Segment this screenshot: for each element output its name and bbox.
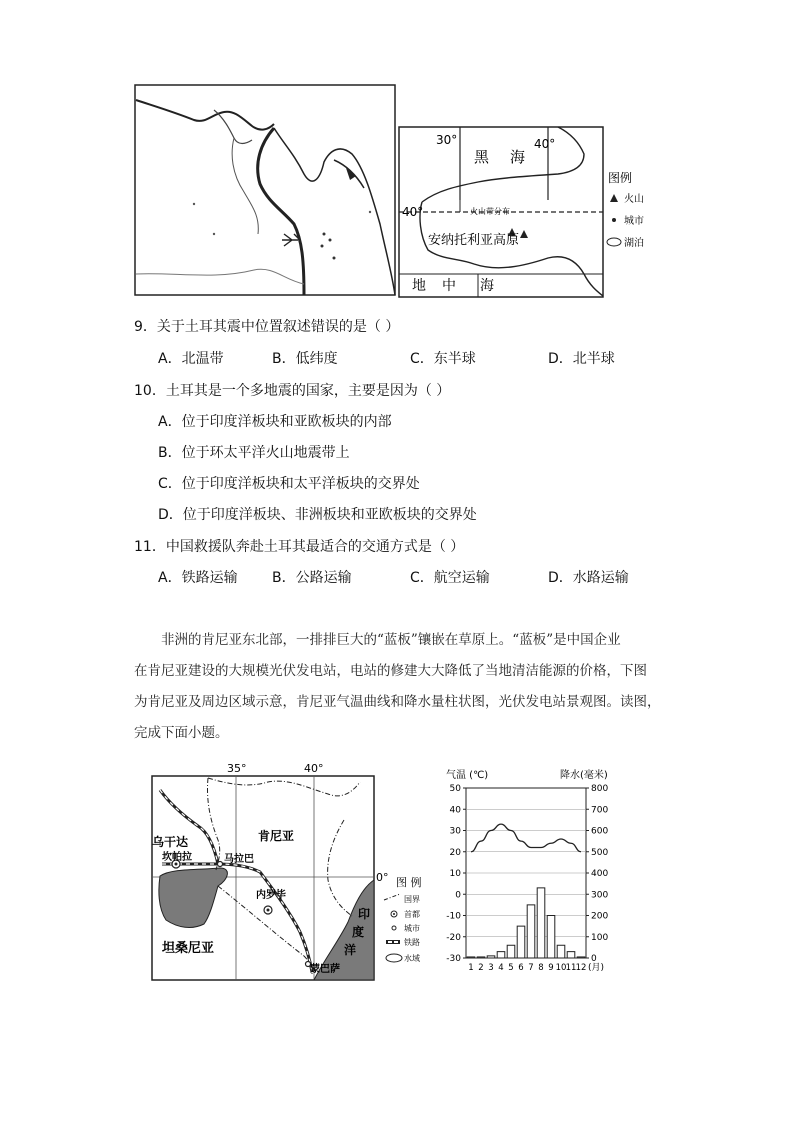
question-10-stem: 10．土耳其是一个多地震的国家，主要是因为（ ） bbox=[134, 383, 451, 399]
month-tick-label: 5 bbox=[508, 963, 514, 973]
anatolia-plateau-map bbox=[398, 126, 604, 298]
precip-bar bbox=[487, 956, 495, 958]
q10-option-a[interactable]: A．位于印度洋板块和亚欧板块的内部 bbox=[158, 414, 392, 430]
question-11-stem: 11．中国救援队奔赴土耳其最适合的交通方式是（ ） bbox=[134, 539, 465, 555]
left-tick-label: 30 bbox=[449, 826, 461, 837]
legend-title: 图例 bbox=[608, 171, 633, 185]
precip-bar bbox=[557, 945, 565, 958]
precip-bar bbox=[527, 905, 535, 958]
legend-capital: 首都 bbox=[404, 910, 420, 919]
q11-option-a[interactable]: A．铁路运输 bbox=[158, 570, 238, 586]
turkey-region-map-left bbox=[134, 84, 396, 296]
lon40-label: 40° bbox=[304, 762, 324, 775]
q9-option-c[interactable]: C．东半球 bbox=[410, 351, 476, 367]
uganda-label: 乌干达 bbox=[152, 835, 189, 849]
nairobi-label: 内罗毕 bbox=[256, 890, 286, 901]
left-tick-label: -30 bbox=[446, 954, 461, 964]
right-tick-label: 300 bbox=[591, 890, 609, 901]
chart-ylabel-left: 气温 (℃) bbox=[446, 770, 489, 781]
chart-ylabel-right: 降水(毫米) bbox=[560, 770, 608, 781]
med-sea-char-3: 海 bbox=[480, 278, 494, 294]
city-dot-icon bbox=[612, 218, 616, 222]
month-tick-label: 7 bbox=[528, 963, 534, 973]
month-tick-label: 9 bbox=[548, 963, 554, 973]
left-tick-label: 10 bbox=[449, 869, 461, 879]
precip-bar bbox=[467, 957, 475, 958]
legend-volcano: 火山 bbox=[624, 194, 644, 205]
q11-option-b[interactable]: B．公路运输 bbox=[272, 570, 352, 586]
right-tick-label: 400 bbox=[591, 869, 609, 879]
precip-bar bbox=[507, 945, 515, 958]
volcano-icon bbox=[610, 194, 618, 202]
legend-water: 水域 bbox=[404, 954, 420, 963]
right-tick-label: 800 bbox=[591, 784, 609, 794]
q10-option-b[interactable]: B．位于环太平洋火山地震带上 bbox=[158, 445, 350, 461]
q11-option-c[interactable]: C．航空运输 bbox=[410, 570, 490, 586]
month-tick-label: 11 bbox=[565, 963, 577, 973]
climate-chart bbox=[440, 764, 630, 976]
black-sea-char-1: 黑 bbox=[474, 148, 490, 166]
lon35-label: 35° bbox=[227, 762, 247, 775]
q9-option-a[interactable]: A．北温带 bbox=[158, 351, 224, 367]
precip-bar bbox=[577, 957, 585, 958]
malaba-marker bbox=[218, 862, 223, 867]
right-tick-label: 0 bbox=[591, 954, 597, 964]
legend-city-kenya: 城市 bbox=[404, 924, 420, 933]
legend-border: 国界 bbox=[404, 895, 420, 904]
ocean-char-1: 印 bbox=[358, 907, 371, 921]
mombasa-label: 蒙巴萨 bbox=[310, 964, 340, 975]
legend-railway: 铁路 bbox=[404, 938, 420, 947]
month-tick-label: 12 bbox=[575, 963, 587, 973]
month-tick-label: 10 bbox=[555, 963, 567, 973]
passage-line-3: 为肯尼亚及周边区域示意，肯尼亚气温曲线和降水量柱状图，光伏发电站景观图。读图， bbox=[134, 694, 661, 710]
chart-xlabel: (月) bbox=[588, 963, 605, 973]
kenya-map bbox=[148, 760, 438, 982]
month-tick-label: 3 bbox=[488, 963, 494, 973]
q10-option-c[interactable]: C．位于印度洋板块和太平洋板块的交界处 bbox=[158, 476, 420, 492]
ocean-char-3: 洋 bbox=[344, 943, 357, 957]
precip-bar bbox=[547, 916, 555, 959]
q11-option-d[interactable]: D．水路运输 bbox=[548, 570, 629, 586]
right-tick-label: 200 bbox=[591, 911, 609, 922]
med-sea-char-2: 中 bbox=[442, 278, 456, 294]
right-tick-label: 100 bbox=[591, 932, 609, 943]
kenya-legend-title: 图 例 bbox=[396, 876, 422, 889]
lat30-label: 30° bbox=[436, 133, 458, 147]
month-tick-label: 1 bbox=[468, 963, 474, 973]
water-legend-icon bbox=[386, 954, 402, 962]
precip-bar bbox=[537, 888, 545, 958]
left-tick-label: -10 bbox=[446, 911, 461, 922]
precip-bar bbox=[477, 957, 485, 958]
left-tick-label: 0 bbox=[455, 890, 461, 901]
month-tick-label: 8 bbox=[538, 963, 544, 973]
left-tick-label: 50 bbox=[449, 784, 461, 794]
lake-icon bbox=[607, 238, 621, 246]
right-tick-label: 700 bbox=[591, 805, 609, 816]
plateau-label: 安纳托利亚高原 bbox=[428, 233, 520, 248]
volcano-note: 火山带分布 bbox=[470, 207, 510, 216]
malaba-label: 马拉巴 bbox=[224, 854, 254, 865]
city-legend-icon bbox=[392, 926, 396, 930]
kenya-label: 肯尼亚 bbox=[258, 829, 295, 843]
legend-city: 城市 bbox=[624, 216, 644, 227]
month-tick-label: 4 bbox=[498, 963, 504, 973]
precip-bar bbox=[517, 926, 525, 958]
lat40-left-label: 40° bbox=[402, 205, 424, 219]
left-tick-label: 40 bbox=[449, 805, 461, 816]
month-tick-label: 6 bbox=[518, 963, 524, 973]
precip-bar bbox=[497, 952, 505, 958]
precip-bar bbox=[567, 952, 575, 958]
q10-option-d[interactable]: D．位于印度洋板块、非洲板块和亚欧板块的交界处 bbox=[158, 507, 477, 523]
passage-line-2: 在肯尼亚建设的大规模光伏发电站，电站的修建大大降低了当地清洁能源的价格，下图 bbox=[134, 663, 647, 679]
legend-lake: 湖泊 bbox=[624, 238, 644, 249]
q9-option-d[interactable]: D．北半球 bbox=[548, 351, 615, 367]
right-tick-label: 500 bbox=[591, 847, 609, 858]
passage bbox=[134, 625, 674, 749]
tanzania-label: 坦桑尼亚 bbox=[162, 941, 215, 956]
left-tick-label: 20 bbox=[449, 847, 461, 858]
ocean-char-2: 度 bbox=[352, 925, 365, 939]
equator-label: 0° bbox=[376, 871, 389, 884]
question-9-stem: 9．关于土耳其震中位置叙述错误的是（ ） bbox=[134, 319, 400, 335]
right-tick-label: 600 bbox=[591, 826, 609, 837]
black-sea-char-2: 海 bbox=[510, 148, 526, 166]
left-tick-label: -20 bbox=[446, 932, 461, 943]
med-sea-char-1: 地 bbox=[412, 278, 426, 294]
lat40-top-label: 40° bbox=[534, 137, 556, 151]
border-legend-icon bbox=[384, 894, 400, 900]
passage-line-4: 完成下面小题。 bbox=[134, 725, 229, 741]
top-map-legend bbox=[604, 168, 668, 258]
passage-line-1: 非洲的肯尼亚东北部，一排排巨大的“蓝板”镶嵌在草原上。“蓝板”是中国企业 bbox=[161, 632, 621, 648]
q9-option-b[interactable]: B．低纬度 bbox=[272, 351, 338, 367]
month-tick-label: 2 bbox=[478, 963, 484, 973]
kampala-label: 坎帕拉 bbox=[162, 852, 192, 863]
